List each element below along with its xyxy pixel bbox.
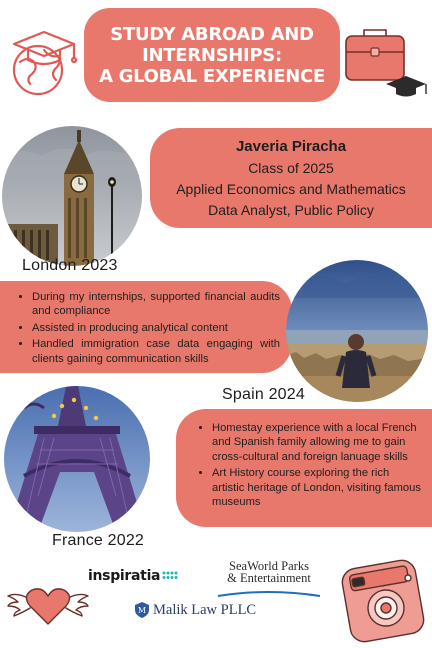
graduation-globe-icon xyxy=(4,20,84,100)
profile-card xyxy=(150,128,432,228)
london-bullet-list xyxy=(16,290,280,366)
london-bullets-card xyxy=(0,281,292,373)
france-caption: France 2022 xyxy=(52,532,145,549)
dots-icon xyxy=(162,571,178,581)
london-photo xyxy=(2,126,142,266)
seaworld-logo-line-1: SeaWorld Parks xyxy=(229,559,309,573)
spain-caption: Spain 2024 xyxy=(222,386,305,403)
london-caption: London 2023 xyxy=(22,257,118,274)
title-line-2: INTERNSHIPS: xyxy=(142,44,282,66)
profile-name: Javeria Piracha xyxy=(235,137,347,155)
spain-photo xyxy=(286,260,428,402)
list-item: • Homestay experience with a local French and Spanish family allowing me to gain cross-cultural and foreign lanuage skills xyxy=(212,421,424,464)
list-item: • Assisted in producing analytical content xyxy=(32,321,280,335)
title-line-3: A GLOBAL EXPERIENCE xyxy=(99,65,325,87)
malik-law-logo xyxy=(134,601,256,619)
list-item: • Handled immigration case data engaging with clients gaining communication skills xyxy=(32,337,280,366)
title-banner xyxy=(84,8,340,102)
svg-text:M: M xyxy=(137,606,147,615)
spain-bullet-list xyxy=(196,421,424,509)
france-photo xyxy=(4,386,150,532)
shield-icon xyxy=(134,601,150,619)
seaworld-logo xyxy=(214,560,324,603)
profile-role: Data Analyst, Public Policy xyxy=(208,201,374,218)
list-item: • Art History course exploring the rich artistic heritage of London, visiting famous museums xyxy=(212,466,424,509)
spain-bullets-card xyxy=(176,409,432,527)
list-item: • During my internships, supported financial audits and compliance xyxy=(32,290,280,319)
instant-camera-icon xyxy=(338,552,430,646)
briefcase-grad-cap-icon xyxy=(340,22,428,102)
winged-heart-icon xyxy=(6,572,90,632)
inspiratia-logo xyxy=(88,568,178,584)
malik-law-logo-text: Malik Law PLLC xyxy=(153,601,257,618)
seaworld-logo-line-2: & Entertainment xyxy=(227,571,311,585)
profile-class-year: Class of 2025 xyxy=(248,159,334,176)
inspiratia-logo-text: inspiratia xyxy=(88,568,161,584)
profile-major: Applied Economics and Mathematics xyxy=(176,180,406,197)
title-line-1: STUDY ABROAD AND xyxy=(110,23,314,45)
wave-icon xyxy=(214,590,324,598)
